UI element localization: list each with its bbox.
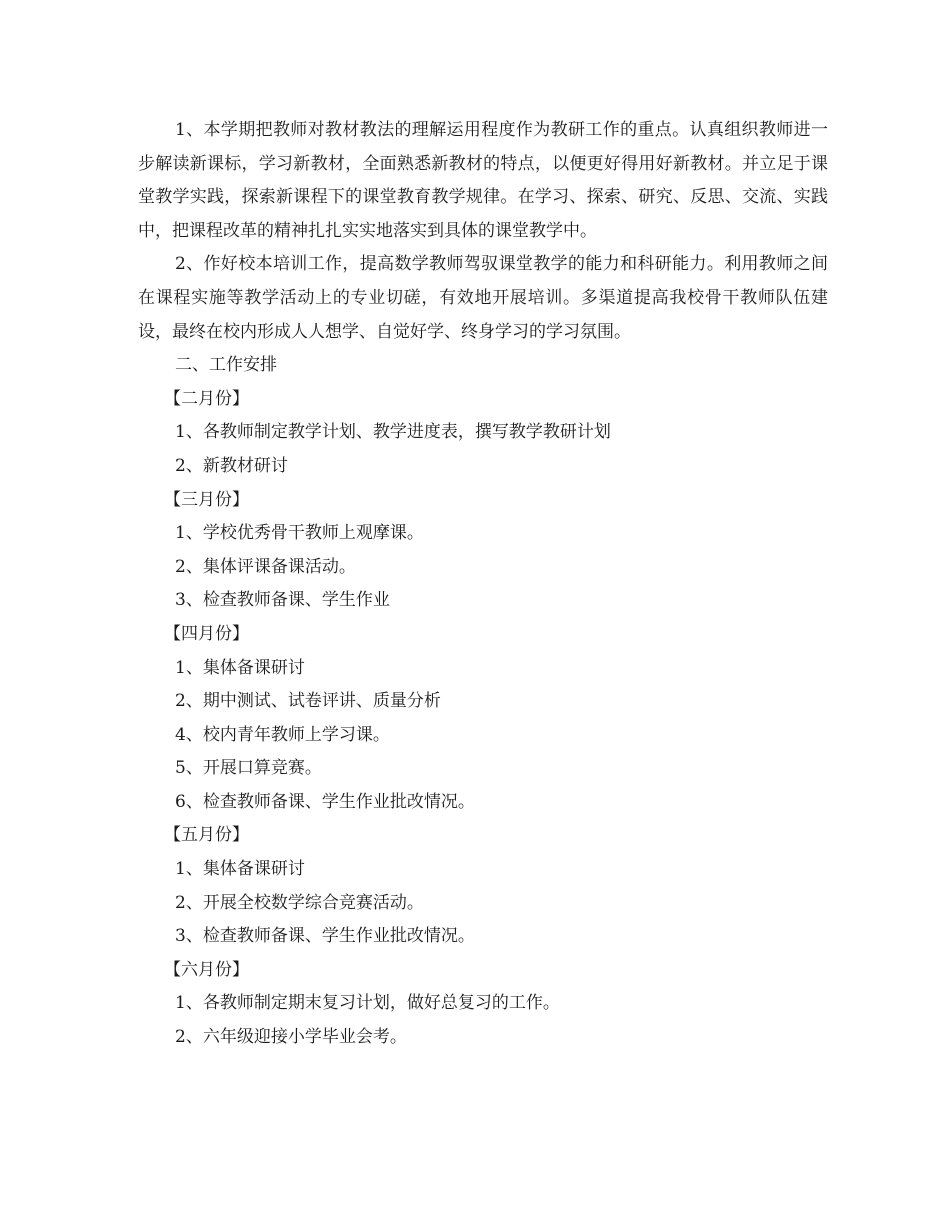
section-heading: 二、工作安排 xyxy=(175,355,277,376)
paragraph-2: 2、作好校本培训工作，提高数学教师驾驭课堂教学的能力和科研能力。利用教师之间在课程实施等教学活动上的专业切磋，有效地开展培训。多渠道提高我校骨干教师队伍建设，最终在校内形成人人想学、自觉好学、终身学习的学习氛围。 xyxy=(138,254,828,342)
month-heading-february: 【二月份】 xyxy=(164,388,249,409)
list-item: 1、集体备课研讨 xyxy=(175,859,305,880)
document-body xyxy=(138,114,828,1055)
list-item: 2、集体评课备课活动。 xyxy=(175,556,356,577)
list-item: 1、各教师制定期末复习计划，做好总复习的工作。 xyxy=(175,993,560,1014)
paragraph-1: 1、本学期把教师对教材教法的理解运用程度作为教研工作的重点。认真组织教师进一步解读新课标，学习新教材，全面熟悉新教材的特点，以便更好得用好新教材。并立足于课堂教学实践，探索新课程下的课堂教育教学规律。在学习、探索、研究、反思、交流、实践中，把课程改革的精神扎扎实实地落实到具体的课堂教学中。 xyxy=(138,120,828,241)
list-item: 2、开展全校数学综合竞赛活动。 xyxy=(175,892,424,913)
list-item: 2、六年级迎接小学毕业会考。 xyxy=(175,1027,407,1048)
month-heading-june: 【六月份】 xyxy=(164,959,249,980)
list-item: 1、各教师制定教学计划、教学进度表，撰写教学教研计划 xyxy=(175,422,611,443)
list-item: 1、集体备课研讨 xyxy=(175,657,305,678)
list-item: 3、检查教师备课、学生作业 xyxy=(175,590,390,611)
list-item: 6、检查教师备课、学生作业批改情况。 xyxy=(175,791,475,812)
month-heading-may: 【五月份】 xyxy=(164,825,249,846)
list-item: 1、学校优秀骨干教师上观摩课。 xyxy=(175,523,424,544)
month-heading-march: 【三月份】 xyxy=(164,489,249,510)
list-item: 4、校内青年教师上学习课。 xyxy=(175,724,390,745)
list-item: 5、开展口算竞赛。 xyxy=(175,758,322,779)
list-item: 3、检查教师备课、学生作业批改情况。 xyxy=(175,926,475,947)
month-heading-april: 【四月份】 xyxy=(164,623,249,644)
list-item: 2、期中测试、试卷评讲、质量分析 xyxy=(175,691,441,712)
list-item: 2、新教材研讨 xyxy=(175,455,288,476)
